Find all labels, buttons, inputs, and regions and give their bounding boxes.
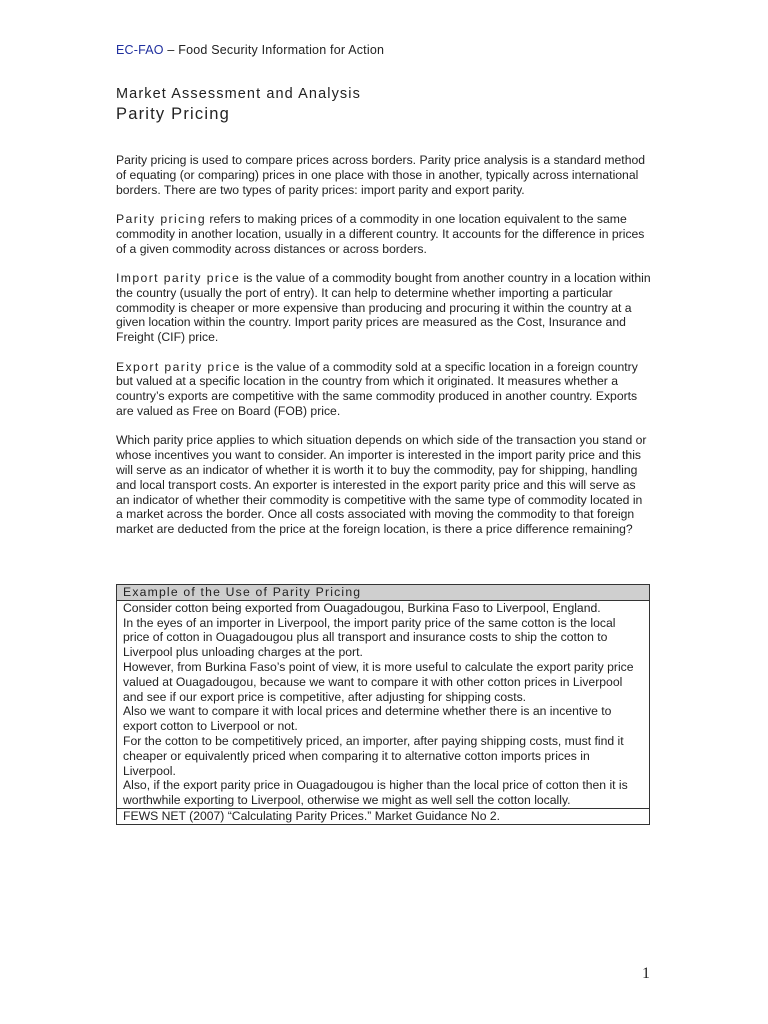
paragraph-import-parity bbox=[116, 271, 652, 345]
header-brand: EC-FAO bbox=[116, 43, 164, 57]
term-export-parity-price: Export parity price bbox=[116, 359, 241, 374]
example-line: In the eyes of an importer in Liverpool, the import parity price of the same cotton is the local price of cotton in Ouagadougou plus all transport and insurance costs to ship the cotton to Liverpool plus unloading charges at the port. bbox=[123, 615, 616, 660]
example-box-content bbox=[117, 601, 649, 808]
term-import-parity-price: Import parity price bbox=[116, 270, 241, 285]
paragraph-which-applies: Which parity price applies to which situation depends on which side of the transaction you stand or whose incentives you want to consider. An importer is interested in the import parity price and this will serve as an indicator of whether it is worth it to buy the commodity, pay for shipping, handling and local transport costs. An exporter is interested in the export parity price and this will serve as an indicator of whether their commodity is competitive with the same type of commodity located in a market across the border. Once all costs associated with moving the commodity to that foreign market are deducted from the price at the foreign location, is there a price difference remaining? bbox=[116, 433, 647, 537]
page-number: 1 bbox=[642, 965, 650, 982]
running-header bbox=[116, 43, 384, 57]
body-text bbox=[116, 153, 652, 552]
paragraph-export-parity bbox=[116, 360, 652, 419]
example-line: However, from Burkina Faso’s point of view, it is more useful to calculate the export parity price valued at Ouagadougou, because we want to compare it with other cotton prices in Liverpool and see if our export price is competitive, after adjusting for shipping costs. bbox=[123, 659, 634, 704]
example-line: Also we want to compare it with local prices and determine whether there is an incentive to export cotton to Liverpool or not. bbox=[123, 704, 612, 734]
paragraph-parity-pricing bbox=[116, 212, 652, 256]
example-box-heading: Example of the Use of Parity Pricing bbox=[117, 585, 649, 601]
example-box-source: FEWS NET (2007) “Calculating Parity Prices.” Market Guidance No 2. bbox=[117, 808, 649, 824]
term-parity-pricing: Parity pricing bbox=[116, 211, 207, 226]
example-line: For the cotton to be competitively priced, an importer, after paying shipping costs, must find it cheaper or equivalently priced when comparing it to alternative cotton imports prices in Liverpool. bbox=[123, 733, 624, 778]
header-tagline: – Food Security Information for Action bbox=[163, 43, 385, 57]
page-title: Parity Pricing bbox=[116, 105, 230, 123]
paragraph-intro: Parity pricing is used to compare prices across borders. Parity price analysis is a standard method of equating (or comparing) prices in one place with those in another, typically across international borders. There are two types of parity prices: import parity and export parity. bbox=[116, 153, 646, 197]
example-line: Consider cotton being exported from Ouagadougou, Burkina Faso to Liverpool, England. bbox=[123, 600, 601, 615]
definition-export-parity-price: is the value of a commodity sold at a specific location in a foreign country but valued at a specific location in the country from which it originated. It measures whether a country’s exports are competitive with the same commodity produced in another country. Exports are valued as Free on Board (FOB) price. bbox=[116, 359, 638, 418]
section-title: Market Assessment and Analysis bbox=[116, 86, 361, 102]
example-line: Also, if the export parity price in Ouagadougou is higher than the local price of cotton then it is worthwhile exporting to Liverpool, otherwise we might as well sell the cotton locally. bbox=[123, 778, 628, 808]
example-box bbox=[116, 584, 650, 825]
definition-parity-pricing: refers to making prices of a commodity in one location equivalent to the same commodity in another location, usually in a different country. It accounts for the difference in prices of a given commodity across distances or across borders. bbox=[116, 211, 645, 256]
definition-import-parity-price: is the value of a commodity bought from another country in a location within the country (usually the port of entry). It can help to determine whether importing a particular commodity is cheaper or more expensive than producing and procuring it within the country at a given location within the country. Import parity prices are measured as the Cost, Insurance and Freight (CIF) price. bbox=[116, 270, 651, 345]
